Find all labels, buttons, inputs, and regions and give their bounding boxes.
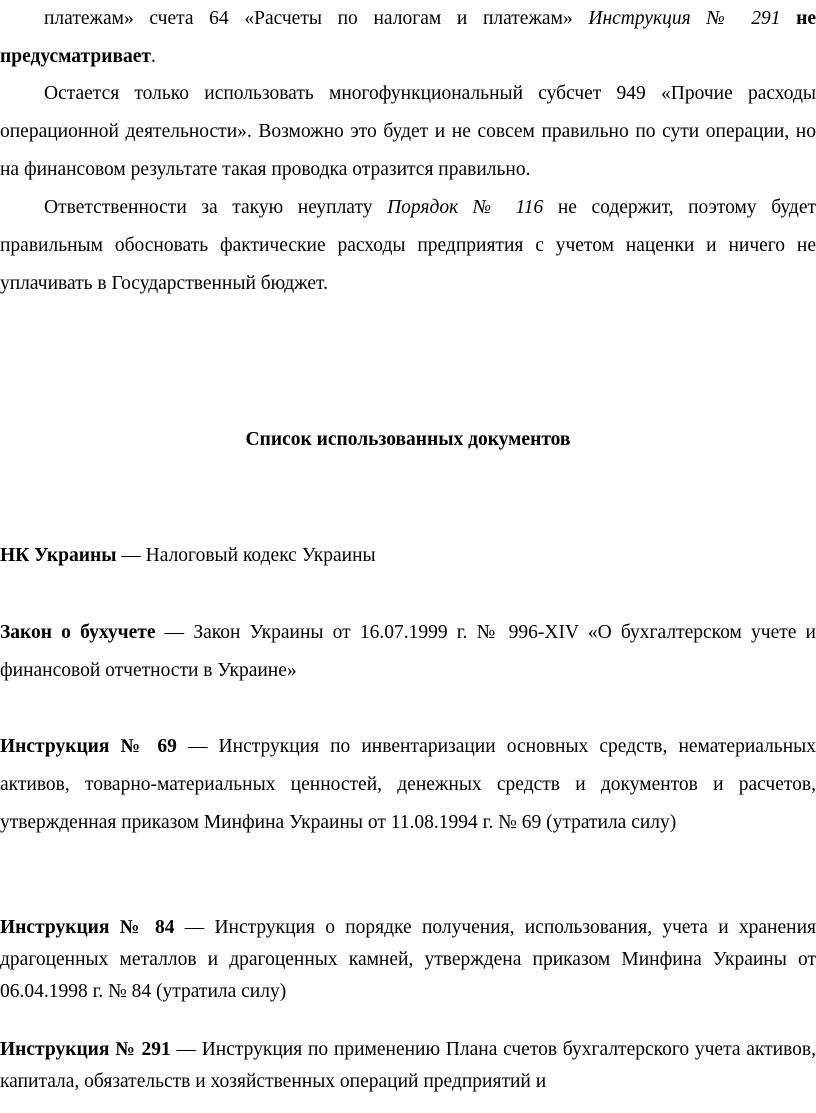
reference-item [0,1034,816,1098]
reference-description: Закон Украины от 16.07.1999 г. № 996-XIV «О бухгалтерском учете и финансовой отчетности в Украине» [0,622,816,681]
reference-separator: — [174,917,215,938]
reference-item [0,537,816,575]
paragraph-text: Остается только использовать многофункциональный субсчет 949 «Прочие расходы операционной деятельности». Возможно это будет и не совсем правильно по сути операции, но на финансовом результате такая проводка отразится правильно. [0,83,816,180]
reference-term: Инструкция № 69 [0,736,177,757]
reference-item [0,912,816,1008]
reference-separator: — [176,736,219,757]
paragraph-text-end: . [150,46,156,67]
paragraph-continuation [0,0,816,76]
reference-description: Инструкция по инвентаризации основных средств, нематериальных активов, товарно-материальных ценностей, денежных средств и документов и расчетов, утвержденная приказом Минфина Украины от 11.08.1994 г. № 69 (утратила силу) [0,736,816,833]
paragraph-text-end: не содержит, поэтому будет правильным обосновать фактические расходы предприятия с учетом наценки и ничего не уплачивать в Государственный бюджет. [0,197,816,294]
paragraph-subaccount [0,75,816,189]
reference-term: Инструкция № 84 [0,917,175,938]
paragraph-italic-reference: Порядок № 116 [387,197,544,218]
paragraph-text: платежам» счета 64 «Расчеты по налогам и платежам» [44,8,589,29]
reference-term: НК Украины [0,545,117,566]
reference-separator: — [170,1039,202,1060]
reference-term: Инструкция № 291 [0,1039,171,1060]
paragraph-text: Ответственности за такую неуплату [44,197,388,218]
reference-term: Закон о бухучете [0,622,156,643]
reference-item [0,728,816,842]
references-heading: Список использованных документов [245,429,571,450]
reference-description: Инструкция по применению Плана счетов бухгалтерского учета активов, капитала, обязательств и хозяйственных операций предприятий и [0,1039,816,1092]
reference-separator: — [116,545,146,566]
paragraph-italic-reference: Инструкция № 291 [588,8,781,29]
paragraph-bold-text: не предусматривает [0,8,816,67]
reference-description: Налоговый кодекс Украины [145,545,376,566]
paragraph-responsibility [0,189,816,303]
reference-item [0,614,816,690]
reference-description: Инструкция о порядке получения, использования, учета и хранения драгоценных металлов и драгоценных камней, утверждена приказом Минфина Украины от 06.04.1998 г. № 84 (утратила силу) [0,917,816,1002]
paragraph-text-space [780,8,796,29]
reference-separator: — [155,622,194,643]
